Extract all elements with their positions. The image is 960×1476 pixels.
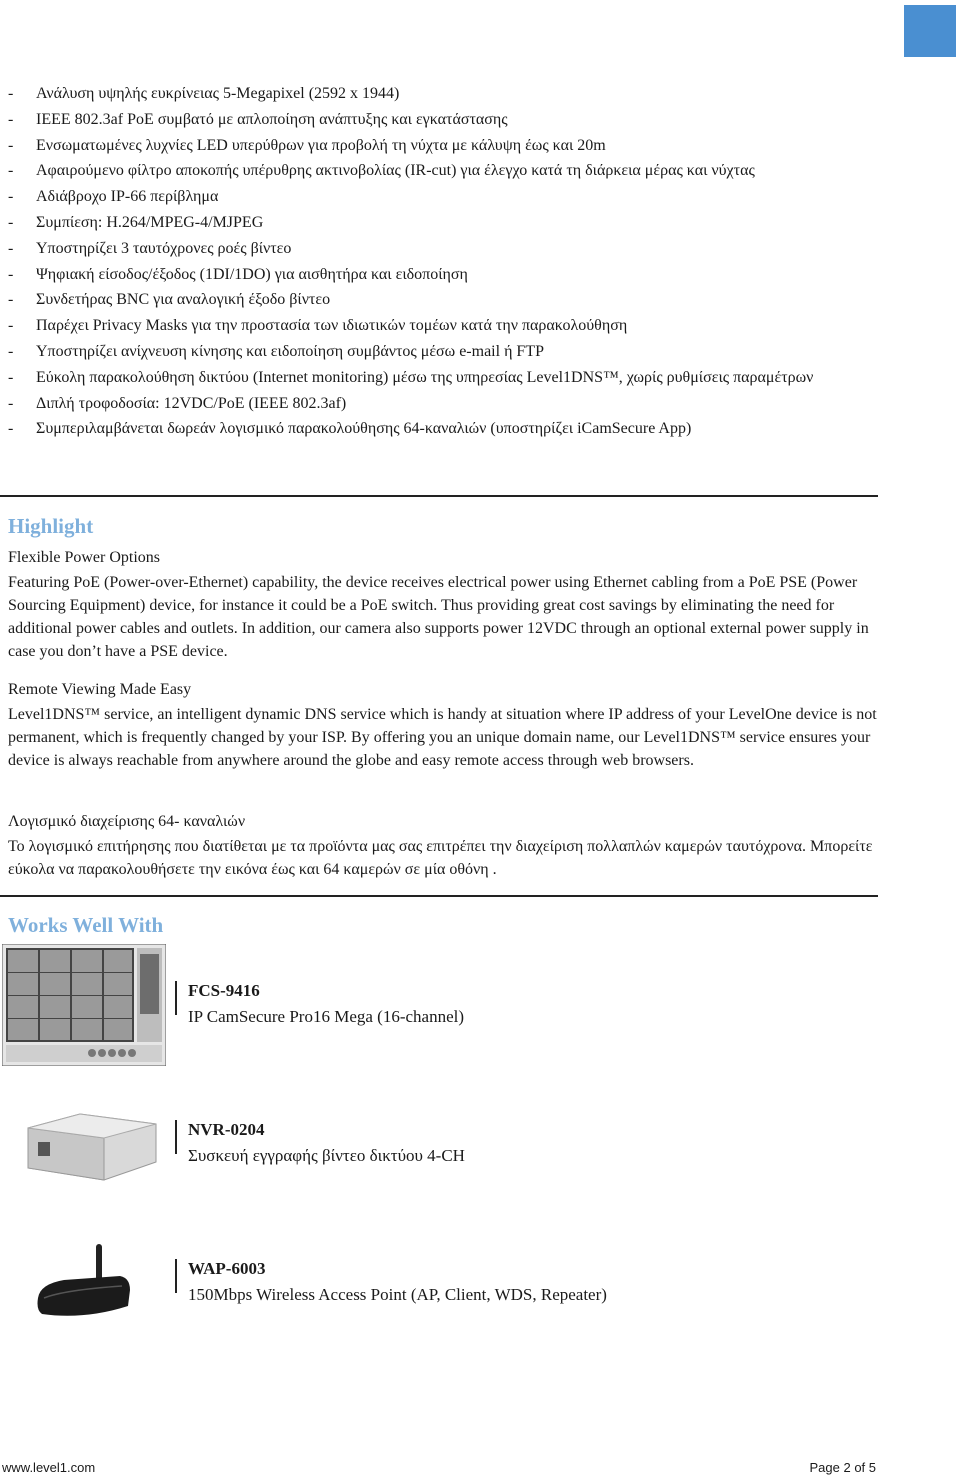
feature-item: - Συνδετήρας BNC για αναλογική έξοδο βίντεο	[8, 291, 331, 309]
feature-item: - Συμπεριλαμβάνεται δωρεάν λογισμικό παρακολούθησης 64-καναλιών (υποστηρίζει iCamSecure App)	[8, 420, 692, 438]
section-divider	[0, 895, 878, 897]
product-desc-nvr0204: Συσκευή εγγραφής βίντεο δικτύου 4-CH	[188, 1146, 465, 1165]
highlight-heading: Highlight	[8, 514, 94, 538]
product-divider	[175, 981, 177, 1015]
feature-item: - Αφαιρούμενο φίλτρο αποκοπής υπέρυθρης ακτινοβολίας (IR-cut) για έλεγχο κατά τη διάρκεια μέρας και νύχτας	[8, 162, 755, 180]
wireless-ap-image	[34, 1240, 134, 1324]
nvr-device-image	[20, 1108, 162, 1188]
product-desc-fcs9416: IP CamSecure Pro16 Mega (16-channel)	[188, 1007, 465, 1026]
section-title-software: Λογισμικό διαχείρισης 64- καναλιών	[8, 813, 246, 830]
product-desc-wap6003: 150Mbps Wireless Access Point (AP, Client, WDS, Repeater)	[188, 1285, 607, 1304]
section-title-power: Flexible Power Options	[8, 549, 160, 566]
corner-decoration	[904, 5, 956, 57]
feature-item: - Ανάλυση υψηλής ευκρίνειας 5-Megapixel (2592 x 1944)	[8, 85, 400, 102]
feature-item: - Αδιάβροχο IP-66 περίβλημα	[8, 188, 219, 206]
feature-item: - IEEE 802.3af PoE συμβατό με απλοποίηση ανάπτυξης και εγκατάστασης	[8, 110, 508, 128]
feature-item: - Υποστηρίζει ανίχνευση κίνησης και ειδοποίηση συμβάντος μέσω e-mail ή FTP	[8, 342, 544, 360]
feature-item: - Συμπίεση: H.264/MPEG-4/MJPEG	[8, 213, 264, 231]
feature-item: - Ενσωματωμένες λυχνίες LED υπερύθρων για προβολή τη νύχτα με κάλυψη έως και 20m	[8, 136, 606, 154]
section-title-remote: Remote Viewing Made Easy	[8, 681, 192, 698]
section-body-software: Το λογισμικό επιτήρησης που διατίθεται με τα προϊόντα μας σας επιτρέπει την διαχείριση πολλαπλών καμερών ταυτόχρονα. Μπορείτε εύκολα να παρακολουθήσετε την εικόνα έως και 64 καμερών σε μία οθόνη .	[8, 838, 873, 878]
product-divider	[175, 1259, 177, 1293]
product-divider	[175, 1120, 177, 1154]
feature-item: - Διπλή τροφοδοσία: 12VDC/PoE (IEEE 802.3af)	[8, 394, 347, 412]
works-well-with-heading: Works Well With	[8, 913, 164, 937]
footer-website: www.level1.com	[2, 1460, 96, 1475]
section-body-power: Featuring PoE (Power-over-Ethernet) capability, the device receives electrical power using Ethernet cabling from a PoE PSE (Power Sourcing Equipment) device, for instance it could be a PoE switch. Thus providing great cost savings by eliminating the need for additional power cables and outlets. In addition, our camera also supports power 12VDC through an optional external power supply in case you don’t have a PSE device.	[8, 574, 869, 660]
feature-list	[8, 81, 868, 442]
feature-item: - Παρέχει Privacy Masks για την προστασία των ιδιωτικών τομέων κατά την παρακολούθηση	[8, 317, 628, 335]
feature-item: - Εύκολη παρακολούθηση δικτύου (Internet monitoring) μέσω της υπηρεσίας Level1DNS™, χωρίς ρυθμίσεις παραμέτρων	[8, 368, 814, 386]
feature-item: - Υποστηρίζει 3 ταυτόχρονες ροές βίντεο	[8, 239, 292, 257]
footer-page-number: Page 2 of 5	[809, 1460, 876, 1475]
product-name-nvr0204: NVR-0204	[188, 1120, 265, 1139]
product-name-wap6003: WAP-6003	[188, 1259, 266, 1278]
feature-item: - Ψηφιακή είσοδος/έξοδος (1DI/1DO) για αισθητήρα και ειδοποίηση	[8, 265, 468, 283]
camsecure-software-image	[2, 944, 166, 1066]
section-body-remote: Level1DNS™ service, an intelligent dynamic DNS service which is handy at situation where IP address of your LevelOne device is not permanent, which is frequently changed by your ISP. By offering you an unique domain name, our Level1DNS™ service ensures your device is always reachable from anywhere around the globe and easy remote access through web browsers.	[8, 706, 877, 769]
section-divider	[0, 495, 878, 497]
product-name-fcs9416: FCS-9416	[188, 981, 260, 1000]
